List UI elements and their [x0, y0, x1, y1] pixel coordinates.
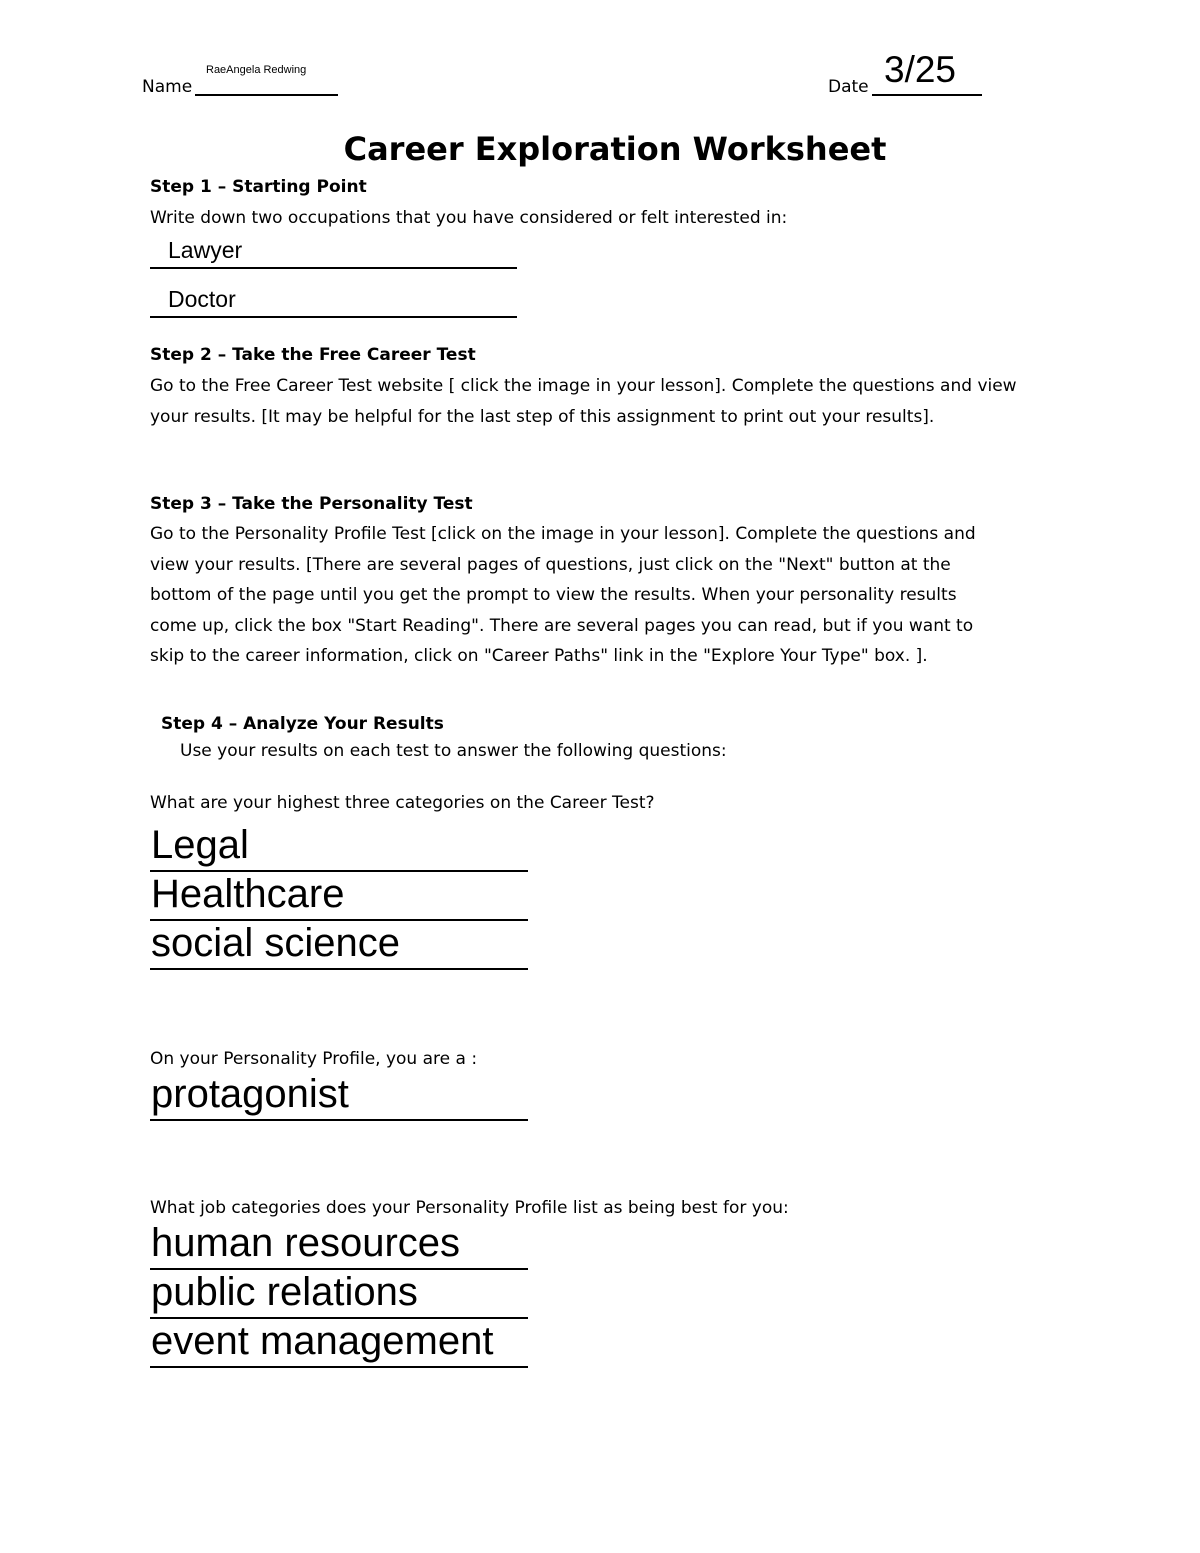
- q1-text: What are your highest three categories on the Career Test?: [150, 793, 655, 813]
- step3-line: come up, click the box "Start Reading". There are several pages you can read, but if you want to: [150, 615, 974, 636]
- q2-answer[interactable]: protagonist: [151, 1072, 349, 1116]
- step2-text: [150, 371, 1050, 432]
- q1-answer-2[interactable]: Healthcare: [151, 872, 345, 916]
- page-title: Career Exploration Worksheet: [343, 130, 887, 168]
- step1-heading: Step 1 – Starting Point: [150, 177, 367, 197]
- step3-heading: Step 3 – Take the Personality Test: [150, 494, 473, 514]
- q1-answer-3[interactable]: social science: [151, 921, 401, 965]
- date-label: Date: [828, 77, 869, 97]
- step1-answer-2[interactable]: Doctor: [168, 286, 236, 312]
- q1-answer-1[interactable]: Legal: [151, 823, 249, 867]
- step3-line: view your results. [There are several pages of questions, just click on the "Next" button at the: [150, 554, 951, 575]
- step3-text: [150, 519, 1050, 672]
- step3-line: bottom of the page until you get the prompt to view the results. When your personality results: [150, 585, 957, 605]
- step1-answer-1[interactable]: Lawyer: [168, 237, 243, 263]
- step4-instruction: Use your results on each test to answer the following questions:: [180, 741, 727, 761]
- q3-answer-1[interactable]: human resources: [151, 1221, 461, 1265]
- name-line: [195, 80, 338, 96]
- step2-line: your results. [It may be helpful for the last step of this assignment to print out your results].: [150, 406, 935, 427]
- name-label: Name: [142, 77, 193, 97]
- name-value[interactable]: RaeAngela Redwing: [206, 64, 307, 76]
- step2-line: Go to the Free Career Test website [ click the image in your lesson]. Complete the questions and view: [150, 376, 1017, 396]
- q2-text: On your Personality Profile, you are a :: [150, 1049, 478, 1069]
- date-value[interactable]: 3/25: [884, 49, 957, 90]
- step2-heading: Step 2 – Take the Free Career Test: [150, 345, 476, 365]
- q3-answer-2[interactable]: public relations: [151, 1270, 418, 1314]
- step3-line: skip to the career information, click on "Career Paths" link in the "Explore Your Type" box. ].: [150, 646, 928, 666]
- step3-line: Go to the Personality Profile Test [click on the image in your lesson]. Complete the questions and: [150, 524, 976, 544]
- q3-answer-3[interactable]: event management: [151, 1319, 494, 1363]
- q3-text: What job categories does your Personality Profile list as being best for you:: [150, 1198, 789, 1218]
- step4-heading: Step 4 – Analyze Your Results: [161, 714, 444, 734]
- step1-instruction: Write down two occupations that you have considered or felt interested in:: [150, 208, 788, 228]
